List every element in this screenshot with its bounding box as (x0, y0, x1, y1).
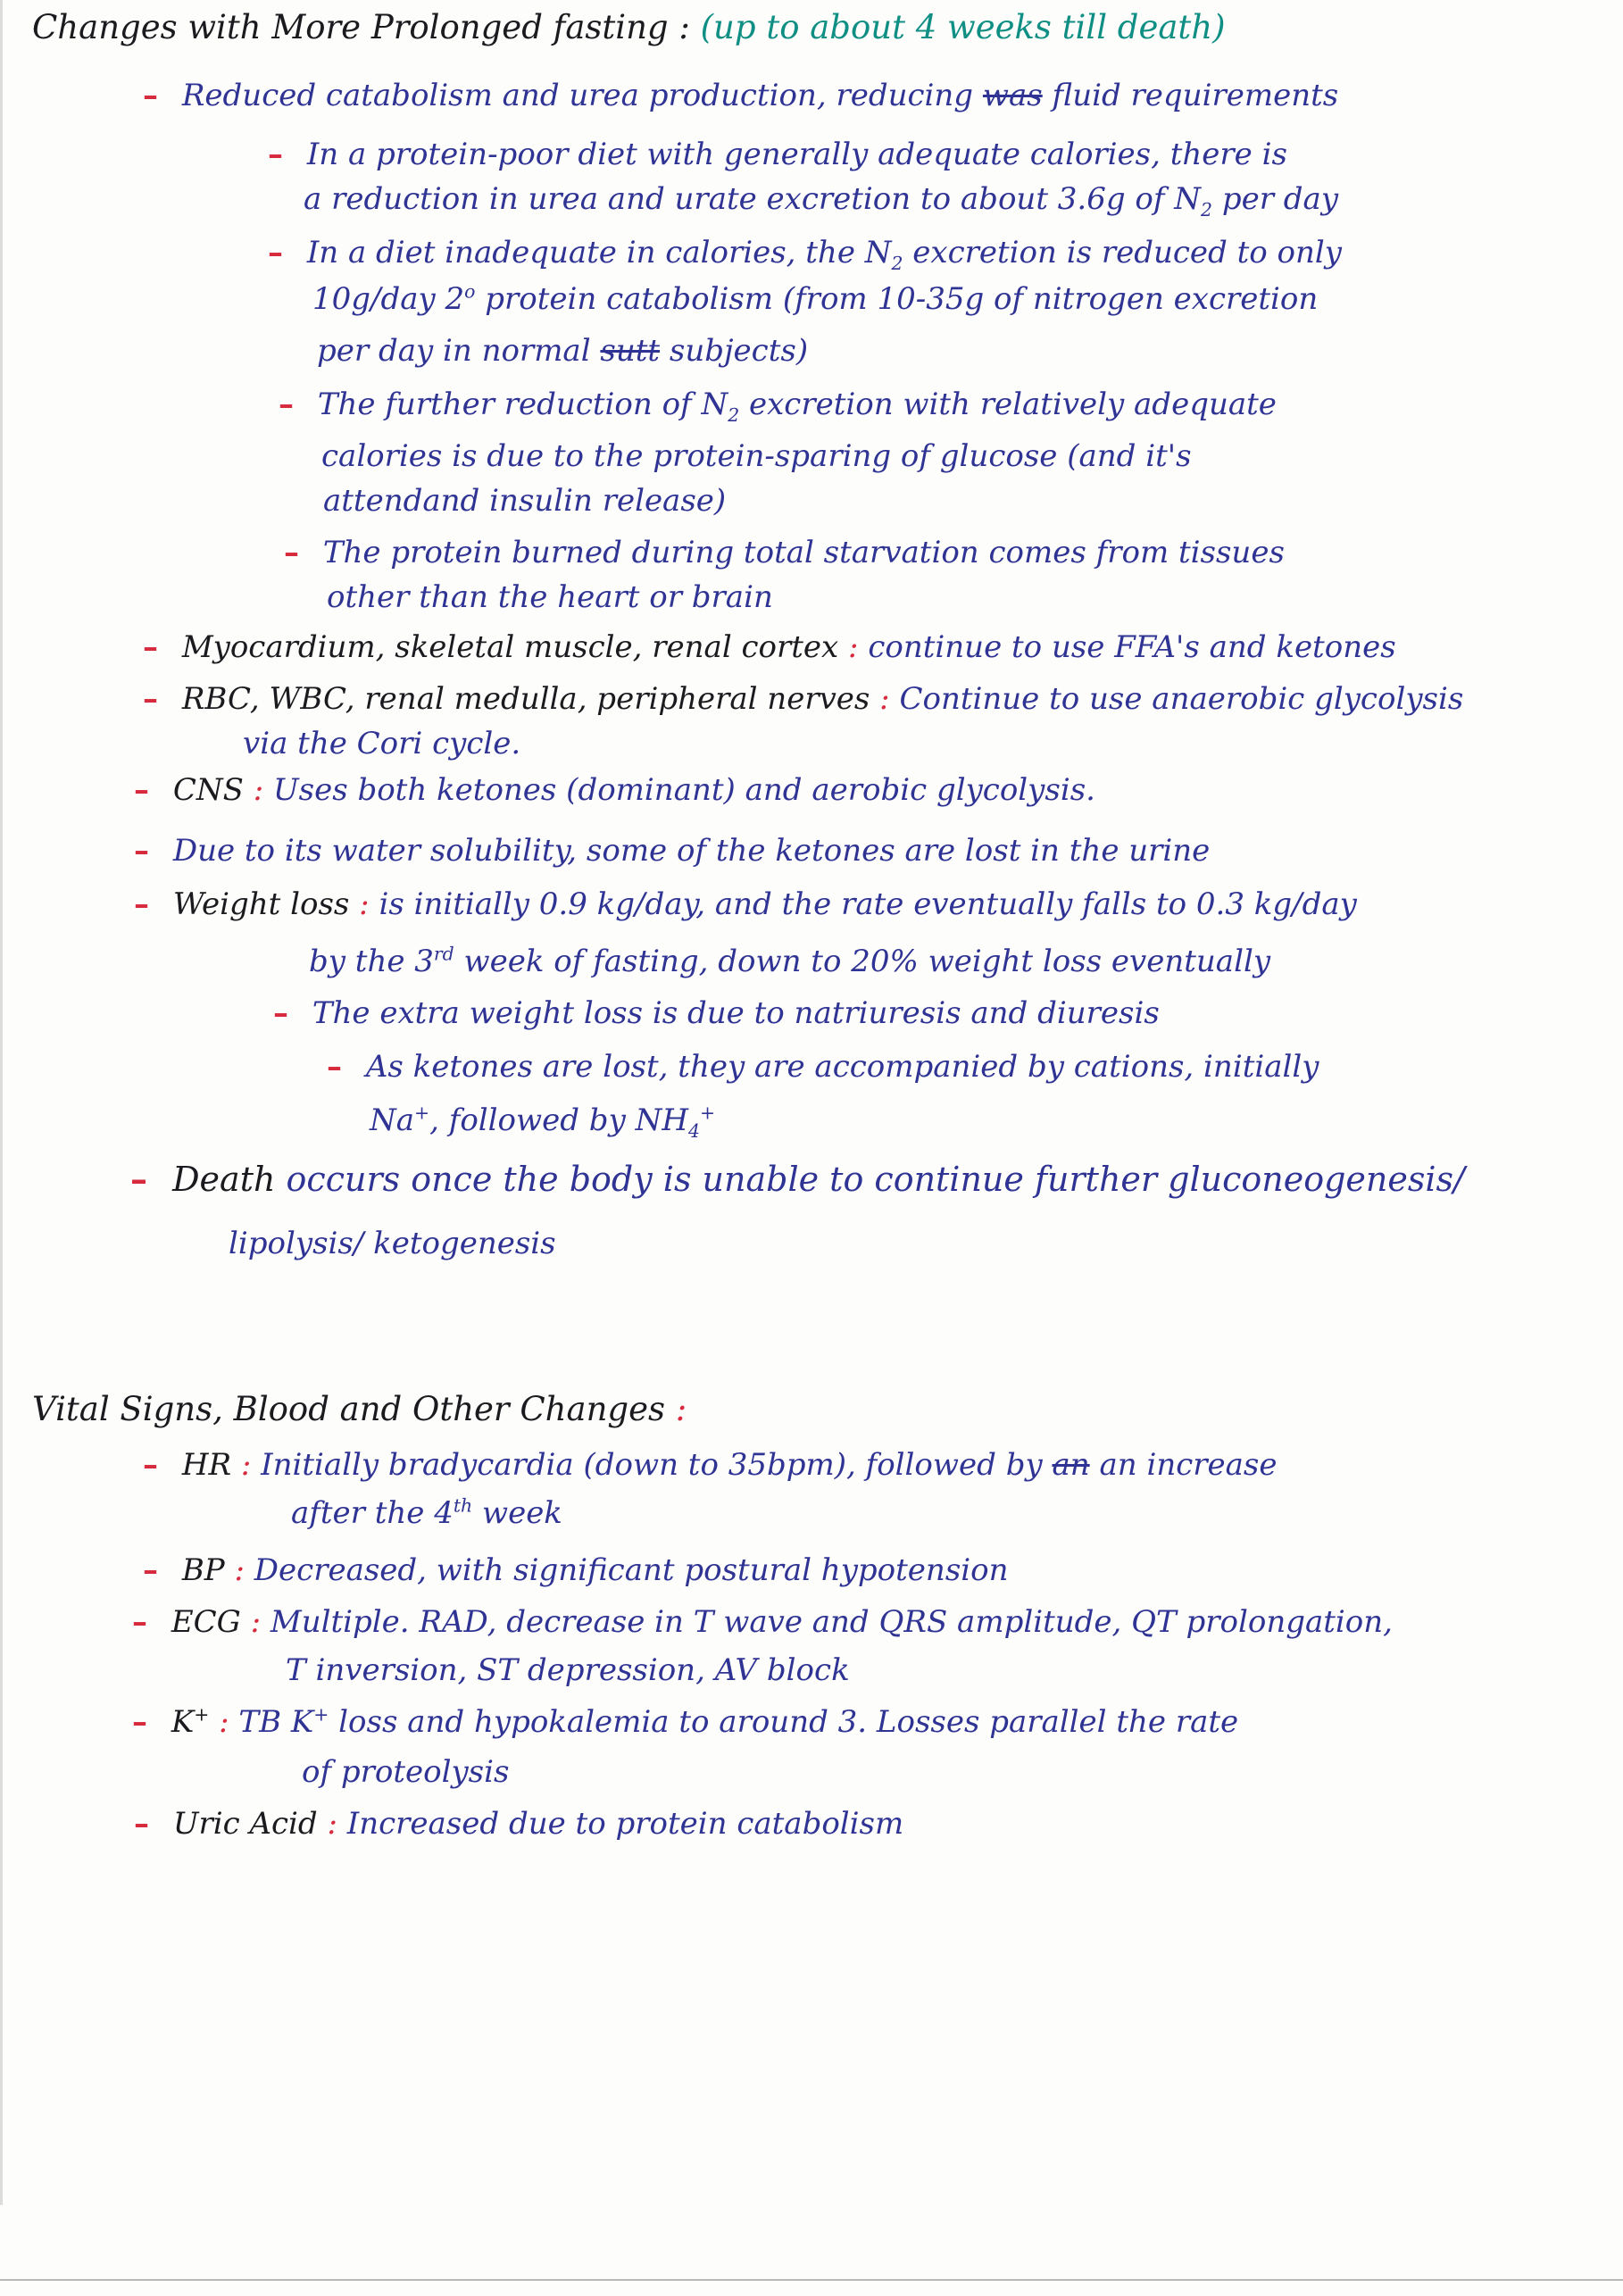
weight-label: Weight loss (172, 886, 350, 922)
list-item-hr (143, 1444, 1278, 1485)
myocardium-label: Myocardium, skeletal muscle, renal cortex (181, 629, 839, 665)
sub-item-protein-burned (284, 532, 1285, 573)
list-item-rbc-cont (243, 723, 520, 764)
k-text-1-post: loss and hypokalemia to around 3. Losses parallel the rate (329, 1704, 1239, 1740)
catabolism-rest: fluid requirements (1052, 78, 1339, 113)
hr-text-2-post: week (472, 1495, 562, 1531)
page-bottom-rule (0, 2279, 1623, 2281)
list-item-hr-cont (291, 1493, 562, 1534)
sub-item-extra-weight (273, 993, 1160, 1034)
k-text-2: of proteolysis (302, 1754, 510, 1790)
hr-text-2-pre: after the 4 (291, 1495, 454, 1531)
weight-text-2-pre: by the 3 (309, 944, 434, 979)
section1-heading-line (32, 7, 1226, 48)
sub-item-further-cont-2 (323, 480, 726, 521)
bullet-dash: – (279, 387, 294, 422)
bullet-dash: – (134, 886, 149, 922)
bullet-dash: – (134, 1806, 149, 1842)
hr-colon: : (240, 1447, 252, 1483)
inadequate-line-3-post: subjects) (669, 333, 809, 369)
uric-label: Uric Acid (172, 1806, 318, 1842)
rbc-colon: : (879, 681, 890, 717)
section1-heading: Changes with More Prolonged fasting (32, 8, 669, 46)
list-item-ecg-cont (286, 1650, 850, 1691)
hr-text-1-pre: Initially bradycardia (down to 35bpm), followed by (261, 1447, 1043, 1483)
sub-item-protein-poor-cont (304, 179, 1338, 220)
sub-item-inadequate-cont-2 (317, 330, 808, 371)
sub-item-cations (327, 1046, 1319, 1087)
k-label-sup: + (194, 1703, 210, 1726)
weight-colon: : (359, 886, 370, 922)
bullet-dash: – (143, 1447, 158, 1483)
bullet-dash: – (268, 235, 283, 270)
sub-item-cations-cont (370, 1100, 715, 1141)
myocardium-text: continue to use FFA's and ketones (868, 629, 1396, 665)
uric-colon: : (327, 1806, 337, 1842)
weight-text-2-post: week of fasting, down to 20% weight loss eventually (454, 944, 1271, 979)
uric-text: Increased due to protein catabolism (346, 1806, 904, 1842)
k-label: K (171, 1704, 195, 1740)
hr-text-2-sup: th (453, 1494, 473, 1517)
weight-sub-3-pre: Na (370, 1102, 415, 1138)
protein-poor-line-2-pre: a reduction in urea and urate excretion to about 3.6g of N (304, 181, 1202, 217)
hr-text-1-post: an increase (1099, 1447, 1278, 1483)
rbc-text-1: Continue to use anaerobic glycolysis (899, 681, 1464, 717)
inadequate-line-3-pre: per day in normal (317, 333, 591, 369)
weight-sub-2: As ketones are lost, they are accompanied by cations, initially (365, 1049, 1319, 1085)
list-item-cns (134, 769, 1095, 811)
protein-poor-line-1: In a protein-poor diet with generally adequate calories, there is (306, 137, 1287, 172)
list-item-weight-loss (134, 884, 1357, 925)
list-item-solubility (134, 830, 1210, 871)
bullet-dash: – (132, 1604, 147, 1640)
catabolism-struck-word: was (982, 78, 1043, 113)
hr-label: HR (181, 1447, 232, 1483)
list-item-uric-acid (134, 1803, 903, 1844)
list-item-weight-loss-cont (309, 941, 1270, 982)
bp-label: BP (181, 1552, 225, 1588)
protein-poor-line-2-post: per day (1212, 181, 1339, 217)
section2-heading: Vital Signs, Blood and Other Changes (32, 1390, 665, 1428)
myocardium-colon: : (848, 629, 859, 665)
bullet-dash: – (284, 535, 299, 570)
bullet-dash: – (143, 1552, 158, 1588)
list-item-death-cont (229, 1223, 556, 1264)
section1-heading-colon: : (678, 8, 690, 46)
k-text-1-sup: + (313, 1703, 329, 1726)
weight-sub-3-sup2: + (699, 1102, 716, 1124)
list-item-catabolism (143, 75, 1338, 116)
bullet-dash: – (143, 681, 158, 717)
rbc-label: RBC, WBC, renal medulla, peripheral nerves (181, 681, 870, 717)
inadequate-line-2-sup: o (464, 280, 476, 303)
weight-sub-3-mid: , followed by NH (429, 1102, 688, 1138)
death-text-2: lipolysis/ ketogenesis (229, 1226, 556, 1261)
inadequate-line-2-post: protein catabolism (from 10-35g of nitrogen excretion (475, 281, 1319, 317)
cns-text: Uses both ketones (dominant) and aerobic glycolysis. (272, 772, 1095, 808)
inadequate-line-1-post: excretion is reduced to only (903, 235, 1343, 270)
hr-text-1-struck: an (1052, 1447, 1090, 1483)
weight-text-1: is initially 0.9 kg/day, and the rate eventually falls to 0.3 kg/day (379, 886, 1357, 922)
k-colon: : (219, 1704, 229, 1740)
list-item-potassium-cont (302, 1751, 509, 1793)
list-item-ecg (132, 1601, 1393, 1643)
burned-line-2: other than the heart or brain (327, 579, 773, 615)
death-text-1: occurs once the body is unable to continue further gluconeogenesis/ (286, 1160, 1465, 1199)
catabolism-text: Reduced catabolism and urea production, reducing (181, 78, 974, 113)
weight-sub-3-sup1: + (414, 1102, 430, 1124)
ecg-colon: : (250, 1604, 262, 1640)
inadequate-line-1-pre: In a diet inadequate in calories, the N (306, 235, 892, 270)
section2-heading-line (32, 1389, 687, 1430)
cns-label: CNS (172, 772, 244, 808)
bullet-dash: – (134, 833, 149, 869)
weight-sub-1: The extra weight loss is due to natriuresis and diuresis (312, 995, 1160, 1031)
ecg-text-1: Multiple. RAD, decrease in T wave and QRS amplitude, QT prolongation, (270, 1604, 1393, 1640)
burned-line-1: The protein burned during total starvation comes from tissues (322, 535, 1285, 570)
bullet-dash: – (268, 137, 283, 172)
sub-item-protein-poor (268, 134, 1287, 175)
further-line-1-sub: 2 (728, 403, 740, 426)
bullet-dash: – (132, 1704, 147, 1740)
bp-text: Decreased, with significant postural hypotension (254, 1552, 1009, 1588)
inadequate-line-3-struck: sutt (600, 333, 661, 369)
protein-poor-line-2-sub: 2 (1201, 198, 1213, 220)
death-label: Death (172, 1160, 276, 1199)
bp-colon: : (234, 1552, 245, 1588)
list-item-death (130, 1159, 1465, 1200)
weight-sub-3-sub: 4 (688, 1119, 700, 1142)
sub-item-protein-burned-cont (327, 577, 773, 618)
k-text-1-pre: TB K (238, 1704, 314, 1740)
list-item-myocardium (143, 627, 1396, 668)
list-item-potassium (132, 1701, 1238, 1743)
solubility-text: Due to its water solubility, some of the ketones are lost in the urine (172, 833, 1211, 869)
rbc-text-2: via the Cori cycle. (243, 726, 521, 761)
bullet-dash: – (134, 772, 149, 808)
further-line-2: calories is due to the protein-sparing of glucose (and it's (321, 438, 1192, 474)
ecg-label: ECG (171, 1604, 241, 1640)
bullet-dash: – (130, 1159, 147, 1199)
further-line-3: attendand insulin release) (323, 483, 727, 519)
inadequate-line-1-sub: 2 (891, 252, 903, 274)
sub-item-inadequate (268, 232, 1342, 273)
sub-item-further-reduction (279, 384, 1277, 425)
weight-text-2-sup: rd (433, 943, 454, 965)
section2-heading-colon: : (675, 1390, 687, 1428)
bullet-dash: – (327, 1049, 342, 1085)
section1-heading-note: (up to about 4 weeks till death) (700, 8, 1226, 46)
sub-item-inadequate-cont-1 (312, 279, 1318, 320)
bullet-dash: – (143, 629, 158, 665)
further-line-1-post: excretion with relatively adequate (739, 387, 1277, 422)
further-line-1-pre: The further reduction of N (317, 387, 728, 422)
list-item-rbc (143, 678, 1463, 720)
page-left-edge (0, 0, 3, 2205)
bullet-dash: – (273, 995, 288, 1031)
list-item-bp (143, 1550, 1009, 1591)
ecg-text-2: T inversion, ST depression, AV block (286, 1652, 850, 1688)
sub-item-further-cont-1 (321, 436, 1192, 477)
bullet-dash: – (143, 78, 158, 113)
inadequate-line-2-pre: 10g/day 2 (312, 281, 465, 317)
cns-colon: : (253, 772, 264, 808)
